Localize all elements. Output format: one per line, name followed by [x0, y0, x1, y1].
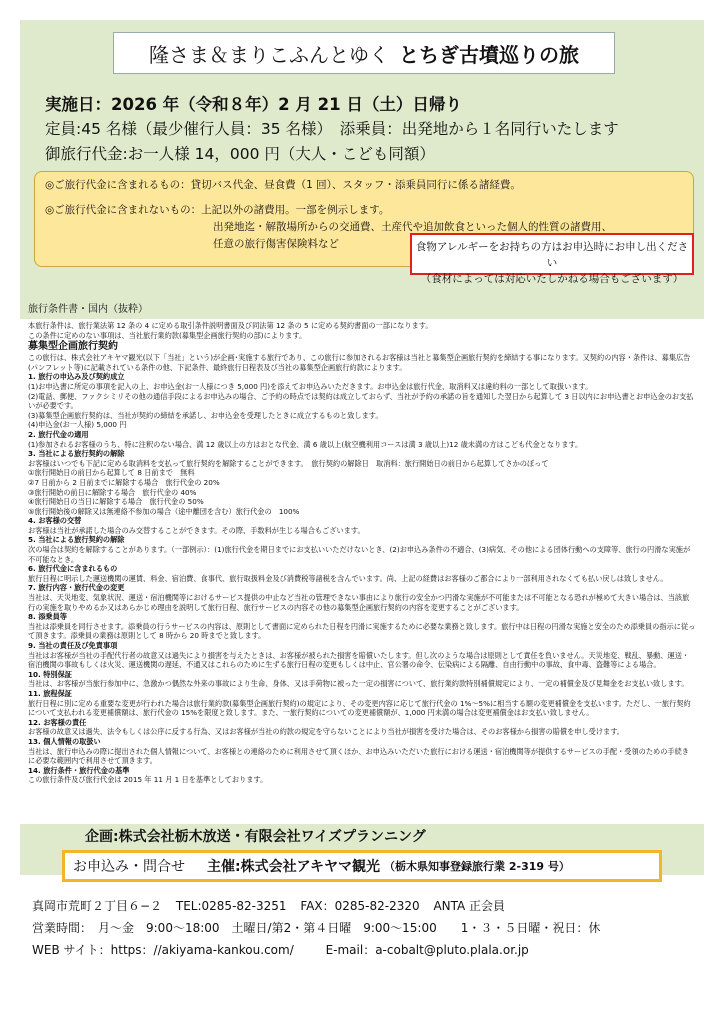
conditions-heading: 旅行条件書・国内（抜粋） — [28, 304, 148, 315]
terms-heading: 募集型企画旅行契約 — [28, 341, 118, 353]
email-link[interactable]: E-mail：a-cobalt@pluto.plala.or.jp — [325, 943, 529, 957]
terms-line: ②7 日前から 2 日前までに解除する場合 旅行代金の 20% — [28, 477, 220, 487]
title-box — [113, 32, 615, 74]
terms-intro-2: この条件に定めのない事項は、当社旅行業約款(募集型企画旅行契約の部)によります。 — [28, 330, 307, 340]
terms-line: 旅行日程に別に定める重要な変更が行われた場合は旅行業約款(募集型企画旅行契約)の規定により、その変更内容に応じて旅行代金の 1%～5%に相当する額の変更補償金を支払います。ただし、一旅行契約について支払われる変更補償額は、旅行代金の 15%を限度と致します。また、一旅行契約についての変更補償額が、1,000 円未満の場合は変更補償金はお支払い致しません。 — [28, 698, 691, 718]
terms-line: 7. 旅行内容・旅行代金の変更 — [28, 583, 125, 593]
terms-line: 12. お客様の責任 — [28, 717, 87, 727]
price-excluded-2: 出発地迄・解散場所からの交通費、土産代や追加飲食といった個人的性質の諸費用、 — [213, 221, 612, 233]
allergy-line-2: （食材によっては対応いたしかねる場合もございます） — [420, 273, 684, 285]
terms-section — [20, 319, 704, 824]
footer-address-row — [32, 895, 600, 917]
terms-line: 13. 個人情報の取扱い — [28, 736, 101, 746]
terms-line: ④旅行開始日の当日に解除する場合 旅行代金の 50% — [28, 497, 204, 507]
terms-line: ⑤旅行開始後の解除又は無連絡不参加の場合（途中離団を含む）旅行代金の 100% — [28, 506, 300, 516]
website-link[interactable]: WEB サイト：https：//akiyama-kankou.com/ — [32, 943, 294, 957]
price-included: ◎ご旅行代金に含まれるもの：貸切バス代金、昼食費（1 回）、スタッフ・添乗員同行に係る諸経費。 — [45, 179, 521, 191]
terms-line: 次の場合は契約を解除することがあります。（一部例示）：(1)旅行代金を期日までにお支払いいただけないとき、(2)お申込み条件の不適合、(3)病気、その他による団体行動への支障等、旅行の円滑な実施が不可能なとき。 — [28, 545, 691, 564]
price-excluded-3: 任意の旅行傷害保険料など — [213, 238, 339, 250]
tour-price: 御旅行代金:お一人様 14，000 円（大人・こども同額） — [45, 145, 435, 163]
terms-line: 当社は、旅行申込みの際に提出された個人情報について、お客様との連絡のために利用させて頂くほか、お申込みいただいた旅行における運送・宿泊機関等が提供するサービスの手配・受領のための手続きに必要な範囲内で利用させて頂きます。 — [28, 746, 689, 766]
contact-box — [62, 850, 662, 882]
terms-line: 4. お客様の交替 — [28, 516, 82, 526]
terms-line: (1)参加されるお客様のうち、特に注釈のない場合、満 12 歳以上の方はおとな代金、満 6 歳以上(航空機利用コースは満 3 歳以上)12 歳未満の方はこども代金となります。 — [28, 439, 583, 449]
allergy-notice — [410, 233, 694, 285]
terms-line: ③旅行開始の前日に解除する場合 旅行代金の 40% — [28, 487, 197, 497]
address: 真岡市荒町２丁目６−２ — [32, 899, 163, 913]
planner-credit: 企画:株式会社栃木放送・有限会社ワイズプランニング — [85, 829, 426, 845]
terms-line: お客様はいつでも下記に定める取消料を支払って旅行契約を解除することができます。 旅行契約の解除日 取消料：旅行開始日の前日から起算してさかのぼって — [28, 458, 549, 468]
terms-line: 5. 当社による旅行契約の解除 — [28, 535, 125, 545]
terms-line: お客様の故意又は過失、法令もしくは公序に反する行為、又はお客様が当社の約款の規定を守らないことにより当社が損害を受けた場合は、そのお客様から損害の賠償を申し受けます。 — [28, 727, 624, 737]
terms-line: 当社は、お客様が当旅行参加中に、急激かつ偶然な外来の事故により生命、身体、又は手荷物に被った一定の損害について、旅行業約款特別補償規定により、一定の補償金及び見舞金をお支払い致します。 — [28, 679, 689, 689]
business-hours: 営業時間： 月〜金 9:00〜18:00 土曜日/第2・第４日曜 9:00〜15:00 1・３・５日曜・祝日：休 — [32, 921, 601, 935]
price-excluded: ◎ご旅行代金に含まれないもの：上記以外の諸費用。一部を例示します。 — [45, 204, 390, 216]
terms-line: 2. 旅行代金の適用 — [28, 429, 89, 439]
terms-line: 9. 当社の責任及び免責事項 — [28, 641, 118, 650]
terms-line: この旅行条件及び旅行代金は 2015 年 11 月 1 日を基準としております。 — [28, 775, 268, 785]
terms-intro-1: 本旅行条件は、旅行業法第 12 条の 4 に定める取引条件説明書面及び同法第 12 条の 5 に定める契約書面の一部になります。 — [28, 321, 433, 330]
terms-line: (2)電話、郵便、ファクシミリその他の通信手段によるお申込みの場合、ご予約の時点では契約は成立しておらず、当社が予約の承諾の旨を通知した翌日から起算して 3 日以内にお申込書とお申込金のお支払いが必要です。 — [28, 391, 694, 411]
terms-line: 10. 特別保証 — [28, 669, 72, 679]
terms-line: 6. 旅行代金に含まれるもの — [28, 564, 118, 574]
terms-line: 3. 当社による旅行契約の解除 — [28, 449, 125, 459]
footer — [32, 895, 600, 961]
fax-number: FAX：0285-82-2320 — [300, 899, 420, 913]
terms-line: (4)申込金(お一人様) 5,000 円 — [28, 420, 127, 430]
terms-line: 当社はお客様が当社の手配代行者の故意又は過失により損害を与えたときは、お客様が被られた損害を賠償いたします。但し次のような場合は原則として責任を負いません。天災地変、戦乱、暴動、運送・宿泊機関の事故もしくは火災、運送機関の遅延、不通又はこれらのために生ずる旅行日程の変更もしくは中止、官公署の命令、伝染病による隔離、自由行動中の事故、食中毒、盗難等による場合。 — [28, 650, 690, 670]
terms-line: 14. 旅行条件・旅行代金の基準 — [28, 765, 130, 775]
tour-capacity: 定員:45 名様（最少催行人員：35 名様） 添乗員：出発地から１名同行いたします — [45, 120, 619, 138]
terms-line: 11. 旅程保証 — [28, 688, 72, 698]
flyer-body — [20, 20, 704, 875]
title-main: 隆さま＆まりこふんとゆく — [149, 42, 389, 67]
terms-line: ①旅行開始日の前日から起算して 8 日前まで 無料 — [28, 468, 195, 478]
terms-line: (1)お申込書に所定の事項を記入の上、お申込金(お一人様につき 5,000 円)を添えてお申込みいただきます。お申込金は旅行代金、取消料又は違約料の一部として取扱います。 — [28, 381, 593, 391]
terms-line: 旅行日程に明示した運送機関の運賃、料金、宿泊費、食事代、旅行取扱料金及び消費税等諸税を含んでいます。尚、上記の経費はお客様のご都合により一部利用されなくても払い戻しは致しません。 — [28, 573, 668, 583]
terms-line: この旅行は、株式会社アキヤマ観光(以下「当社」という)が企画･実施する旅行であり、この旅行に参加されるお客様は当社と募集型企画旅行契約を締結する事になります。又契約の内容・条件は、募集広告(パンフレット等)に記載されている条件の他、下記条件、最終旅行日程表及び当社の募集型企画旅行約款によります。 — [28, 353, 691, 372]
terms-line: 当社は添乗員を同行させます。添乗員の行うサービスの内容は、原則として書面に定められた日程を円滑に実施するために必要な業務と致します。旅行中は日程の円滑な実施と安全のため添乗員の指示に従って頂きます。添乗員の業務は原則として 8 時から 20 時までと致します。 — [28, 621, 696, 641]
tel-number: TEL:0285-82-3251 — [175, 899, 287, 913]
terms-line: 1. 旅行の申込み及び契約成立 — [28, 372, 125, 382]
sponsor-name: 主催:株式会社アキヤマ観光 — [207, 859, 381, 875]
tour-info — [45, 92, 619, 167]
terms-line: 当社は、天災地変、気象状況、運送・宿泊機関等におけるサービス提供の中止など当社の管理できない事由により旅行の安全かつ円滑な実施が不可能または不可能となる恐れが極めて大きい場合は、当該旅行の実施を取りやめるか又はあらかじめ理由を説明して旅行日程、旅行サービスの内容その他の募集型企画旅行契約の内容を変更することがございます。 — [28, 593, 690, 612]
footer-web-row — [32, 939, 600, 961]
terms-line: 8. 添乗員等 — [28, 612, 67, 622]
terms-body — [28, 353, 696, 785]
tour-date: 実施日：2026 年（令和８年）2 月 21 日（土）日帰り — [45, 95, 462, 114]
allergy-line-1: 食物アレルギーをお持ちの方はお申込時にお申し出ください — [415, 241, 689, 269]
terms-line: (3)募集型企画旅行契約は、当社が契約の締結を承諾し、お申込金を受理したときに成立するものと致します。 — [28, 410, 383, 420]
anta-member: ANTA 正会員 — [433, 899, 506, 913]
contact-label: お申込み・問合せ — [73, 859, 185, 875]
terms-line: お客様は当社が承諾した場合のみ交替することができます。その際、手数料が生じる場合もございます。 — [28, 525, 365, 535]
title-sub: とちぎ古墳巡りの旅 — [399, 42, 579, 67]
registration-number: （栃木県知事登録旅行業 2-319 号） — [384, 860, 570, 873]
